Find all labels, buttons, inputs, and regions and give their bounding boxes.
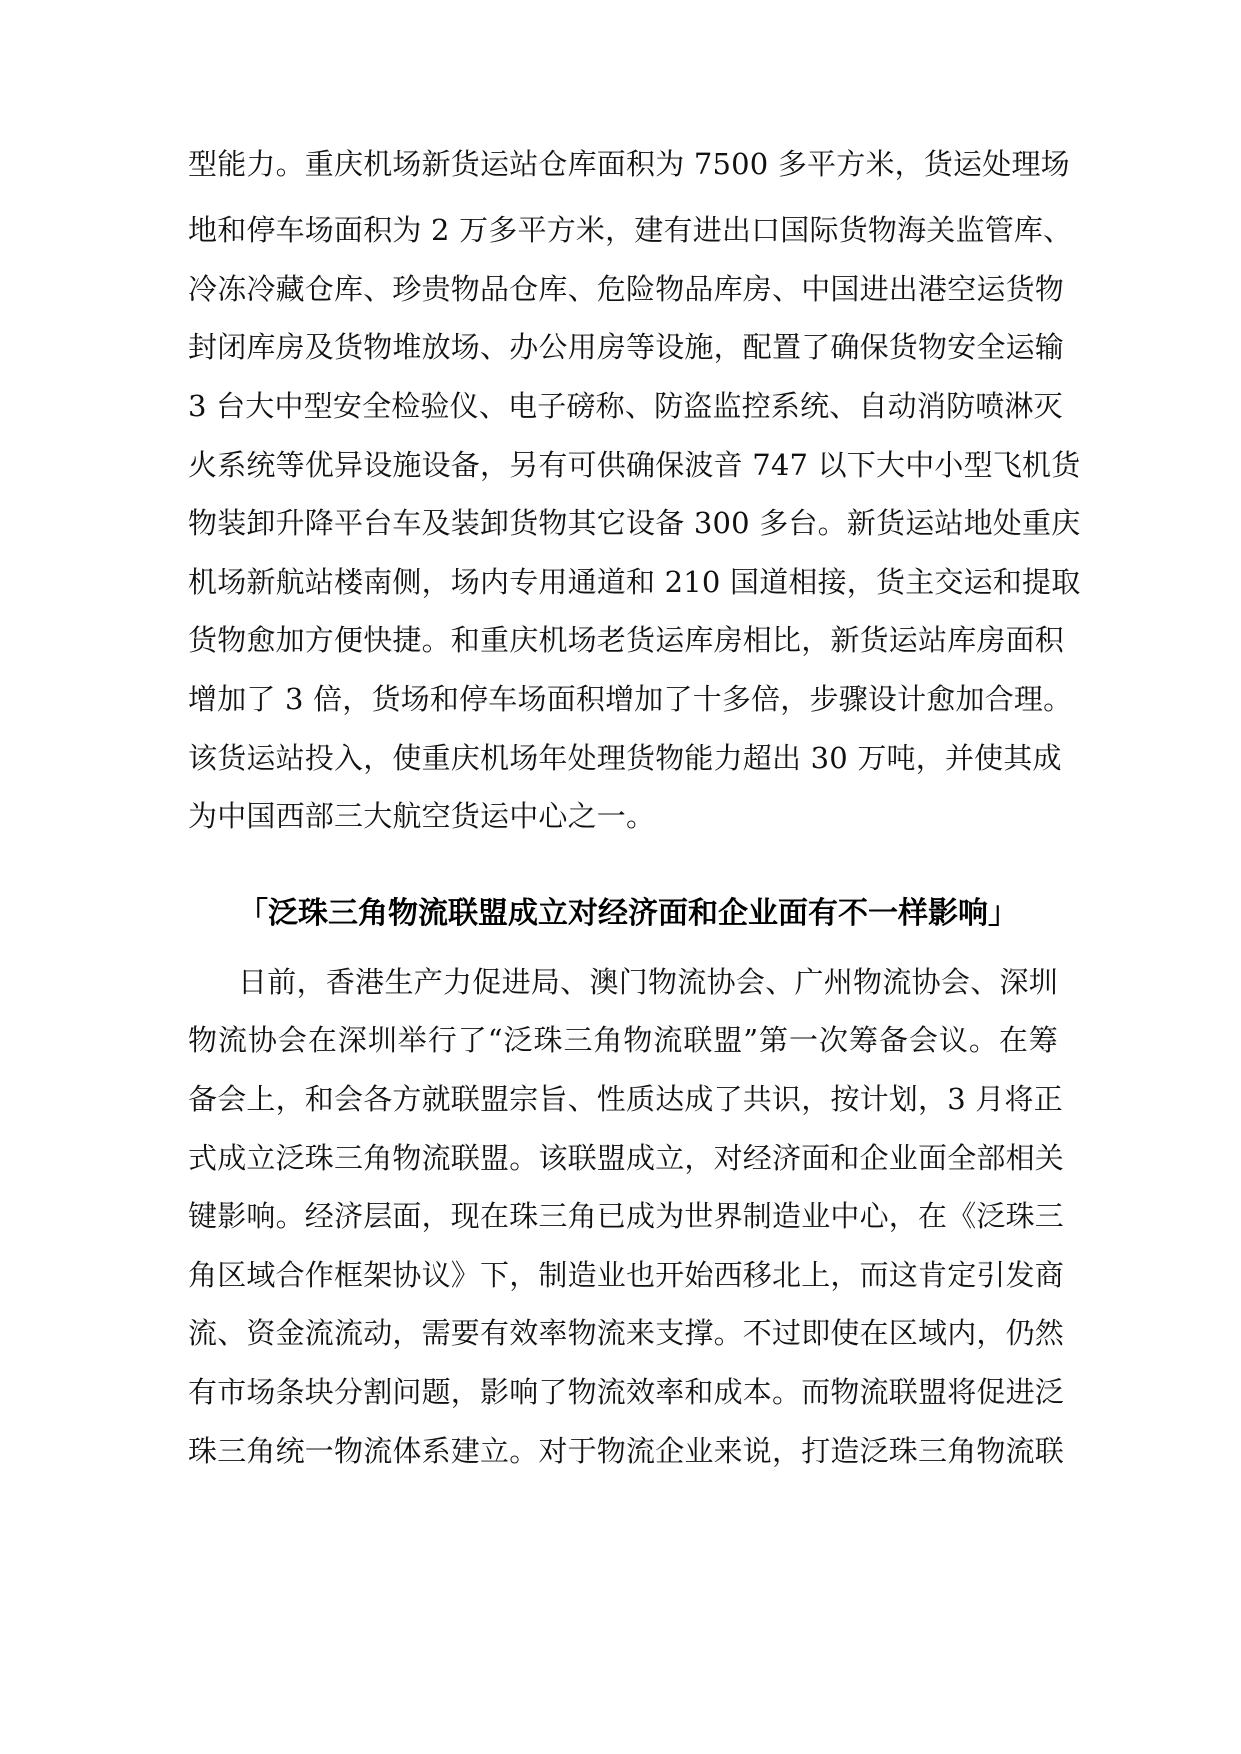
paragraph-2-line-3: 备会上，和会各方就联盟宗旨、性质达成了共识，按计划，3 月将正 [188,1082,1063,1116]
paragraph-1-line-8: 机场新航站楼南侧，场内专用通道和 210 国道相接，货主交运和提取 [188,565,1081,599]
paragraph-2-line-4: 式成立泛珠三角物流联盟。该联盟成立，对经济面和企业面全部相关 [188,1141,1065,1175]
paragraph-1-line-5: 3 台大中型安全检验仪、电子磅称、防盗监控系统、自动消防喷淋灭 [188,389,1063,423]
paragraph-1-line-11: 该货运站投入，使重庆机场年处理货物能力超出 30 万吨，并使其成 [188,741,1062,775]
paragraph-1-line-6: 火系统等优异设施设备，另有可供确保波音 747 以下大中小型飞机货 [188,448,1081,482]
paragraph-1-line-9: 货物愈加方便快捷。和重庆机场老货运库房相比，新货运站库房面积 [188,623,1065,657]
paragraph-1-line-3: 冷冻冷藏仓库、珍贵物品仓库、危险物品库房、中国进出港空运货物 [188,272,1065,306]
paragraph-2-line-6: 角区域合作框架协议》下，制造业也开始西移北上，而这肯定引发商 [188,1258,1065,1292]
paragraph-1-line-7: 物装卸升降平台车及装卸货物其它设备 300 多台。新货运站地处重庆 [188,506,1081,540]
paragraph-2-line-5: 键影响。经济层面，现在珠三角已成为世界制造业中心，在《泛珠三 [188,1199,1065,1233]
paragraph-1-line-1: 型能力。重庆机场新货运站仓库面积为 7500 多平方米，货运处理场 [188,147,1070,181]
paragraph-1-line-12: 为中国西部三大航空货运中心之一。 [188,799,656,833]
paragraph-1-line-2: 地和停车场面积为 2 万多平方米，建有进出口国际货物海关监管库、 [188,213,1073,247]
paragraph-1-line-4: 封闭库房及货物堆放场、办公用房等设施，配置了确保货物安全运输 [188,330,1065,364]
paragraph-2-line-2: 物流协会在深圳举行了“泛珠三角物流联盟”第一次筹备会议。在筹 [188,1023,1058,1057]
section-heading: 「泛珠三角物流联盟成立对经济面和企业面有不一样影响」 [238,896,1018,931]
paragraph-2-line-9: 珠三角统一物流体系建立。对于物流企业来说，打造泛珠三角物流联 [188,1434,1065,1468]
paragraph-2-line-1: 日前，香港生产力促进局、澳门物流协会、广州物流协会、深圳 [238,965,1058,999]
paragraph-2-line-8: 有市场条块分割问题，影响了物流效率和成本。而物流联盟将促进泛 [188,1375,1065,1409]
paragraph-2-line-7: 流、资金流流动，需要有效率物流来支撑。不过即使在区域内，仍然 [188,1316,1065,1350]
paragraph-1-line-10: 增加了 3 倍，货场和停车场面积增加了十多倍，步骤设计愈加合理。 [188,682,1073,716]
